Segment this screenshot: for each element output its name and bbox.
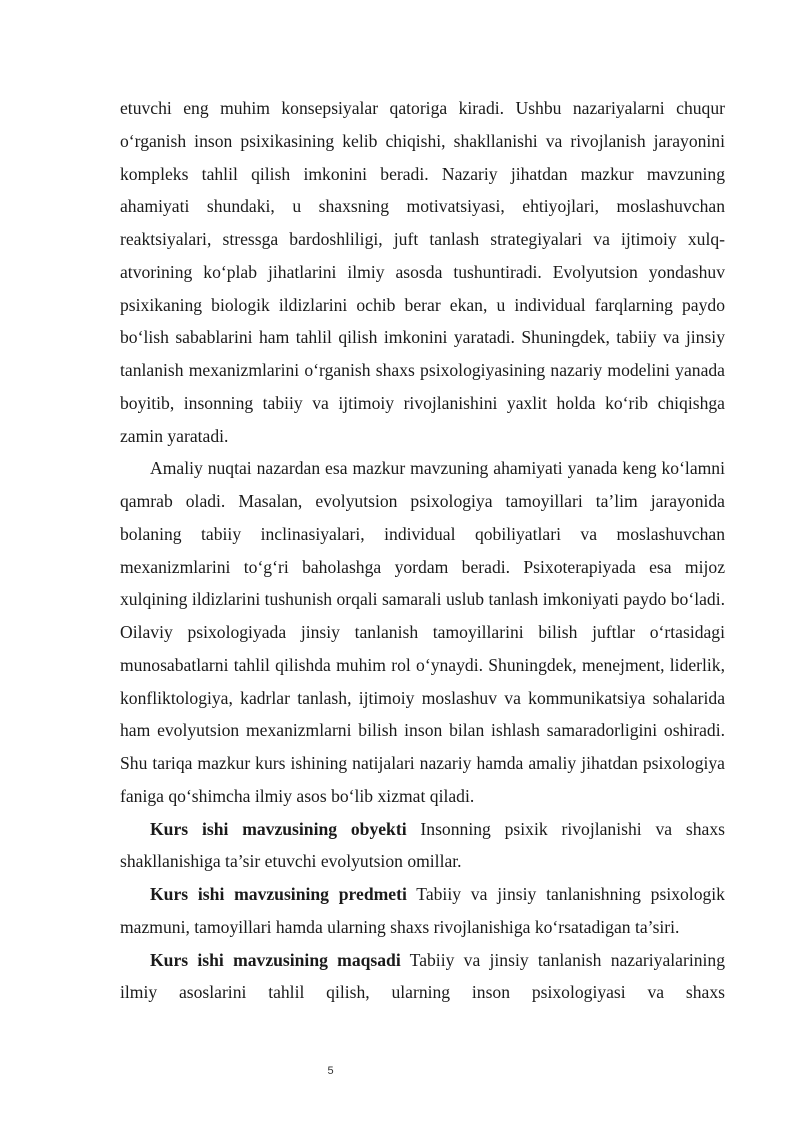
paragraph-object xyxy=(120,813,725,879)
paragraph-aim xyxy=(120,944,725,1010)
paragraph-text: Tabiiy va jinsiy tanlanishning psixologik mazmuni, tamoyillari hamda ularning shaxs rivojlanishiga ko‘rsatadigan ta’siri. xyxy=(120,884,725,937)
paragraph-text: etuvchi eng muhim konsepsiyalar qatoriga kiradi. Ushbu nazariyalarni chuqur o‘rganish inson psixikasining kelib chiqishi, shakllanishi va rivojlanish jarayonini kompleks tahlil qilish imkonini beradi. Nazariy jihatdan mazkur mavzuning ahamiyati shundaki, u shaxsning motivatsiyasi, ehtiyojlari, moslashuvchan reaktsiyalari, stressga bardoshliligi, juft tanlash strategiyalari va ijtimoiy xulq-atvorining ko‘plab jihatlarini ilmiy asosda tushuntiradi. Evolyutsion yondashuv psixikaning biologik ildizlarini ochib berar ekan, u individual farqlarning paydo bo‘lish sabablarini ham tahlil qilish imkonini yaratadi. Shuningdek, tabiiy va jinsiy tanlanish mexanizmlarini o‘rganish shaxs psixologiyasining nazariy modelini yanada boyitib, insonning tabiiy va ijtimoiy rivojlanishini yaxlit holda ko‘rib chiqishga zamin yaratadi. xyxy=(120,98,725,446)
page-number: 5 xyxy=(327,1065,334,1077)
paragraph-lead-heading: Kurs ishi mavzusining obyekti xyxy=(150,818,407,839)
paragraph-lead-heading: Kurs ishi mavzusining predmeti xyxy=(150,884,407,904)
paragraph-text: Tabiiy va jinsiy tanlanish nazariyalarining ilmiy asoslarini tahlil qilish, ularning inson psixologiyasi va shaxs xyxy=(120,949,725,1003)
document-body xyxy=(120,92,725,1009)
paragraph-text: Amaliy nuqtai nazardan esa mazkur mavzuning ahamiyati yanada keng ko‘lamni qamrab oladi. Masalan, evolyutsion psixologiya tamoyillari ta’lim jarayonida bolaning tabiiy inclinasiyalari, individual qobiliyatlari va moslashuvchan mexanizmlarini to‘g‘ri baholashga yordam beradi. Psixoterapiyada esa mijoz xulqining ildizlarini tushunish orqali samarali uslub tanlash imkoniyati paydo bo‘ladi. Oilaviy psixologiyada jinsiy tanlanish tamoyillarini bilish juftlar o‘rtasidagi munosabatlarni tahlil qilishda muhim rol o‘ynaydi. Shuningdek, menejment, liderlik, konfliktologiya, kadrlar tanlash, ijtimoiy moslashuv va kommunikatsiya sohalarida ham evolyutsion mexanizmlarni bilish inson bilan ishlash samaradorligini oshiradi. Shu tariqa mazkur kurs ishining natijalari nazariy hamda amaliy jihatdan psixologiya faniga qo‘shimcha ilmiy asos bo‘lib xizmat qiladi. xyxy=(120,458,725,806)
paragraph-theoretical-significance xyxy=(120,92,725,452)
paragraph-lead-heading: Kurs ishi mavzusining maqsadi xyxy=(150,949,401,970)
paragraph-practical-significance xyxy=(120,452,725,812)
paragraph-subject xyxy=(120,878,725,944)
paragraph-text: Insonning psixik rivojlanishi va shaxs shakllanishiga ta’sir etuvchi evolyutsion omillar. xyxy=(120,818,725,872)
